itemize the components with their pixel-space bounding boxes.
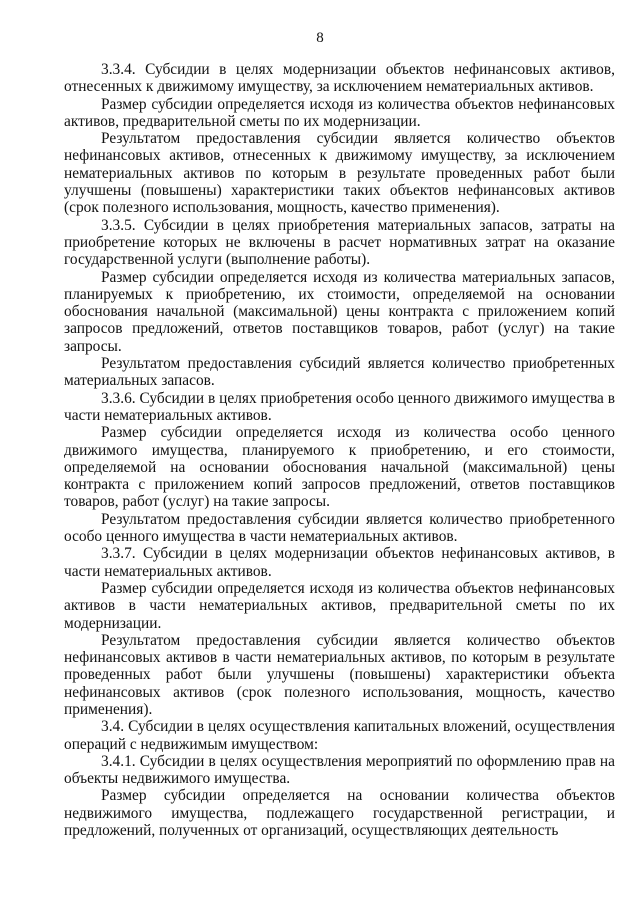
paragraph-3-3-7-heading: 3.3.7. Субсидии в целях модернизации объектов нефинансовых активов, в части нематериальных активов. (64, 545, 615, 580)
paragraph-3-3-6-size: Размер субсидии определяется исходя из количества особо ценного движимого имущества, планируемого к приобретению, и его стоимости, определяемой на основании обоснования начальной (максимальной) цены контракта с приложением копий запросов предложений, ответов поставщиков товаров, работ (услуг) на такие запросы. (64, 424, 615, 511)
paragraph-3-3-4-size: Размер субсидии определяется исходя из количества объектов нефинансовых активов, предварительной сметы по их модернизации. (64, 95, 615, 130)
paragraph-3-3-4-heading: 3.3.4. Субсидии в целях модернизации объектов нефинансовых активов, отнесенных к движимому имуществу, за исключением нематериальных активов. (64, 61, 615, 96)
paragraph-3-3-5-heading: 3.3.5. Субсидии в целях приобретения материальных запасов, затраты на приобретение которых не включены в расчет нормативных затрат на оказание государственной услуги (выполнение работы). (64, 216, 615, 269)
document-body (64, 61, 615, 839)
paragraph-3-3-5-result: Результатом предоставления субсидий является количество приобретенных материальных запасов. (64, 355, 615, 390)
paragraph-3-4-1-size: Размер субсидии определяется на основании количества объектов недвижимого имущества, подлежащего государственной регистрации, и предложений, полученных от организаций, осуществляющих деятельность (64, 787, 615, 840)
paragraph-3-3-6-result: Результатом предоставления субсидии является количество приобретенного особо ценного имущества в части нематериальных активов. (64, 510, 615, 546)
paragraph-3-3-7-result: Результатом предоставления субсидии является количество объектов нефинансовых активов в части нематериальных активов, по которым в результате проведенных работ были улучшены (повышены) характеристики объекта нефинансовых активов (срок полезного использования, мощность, качество применения). (64, 631, 615, 718)
paragraph-3-3-5-size: Размер субсидии определяется исходя из количества материальных запасов, планируемых к приобретению, их стоимости, определяемой на основании обоснования начальной (максимальной) цены контракта с приложением копий запросов предложений, ответов поставщиков товаров, работ (услуг) на такие запросы. (64, 268, 615, 355)
paragraph-3-3-7-size: Размер субсидии определяется исходя из количества объектов нефинансовых активов в части нематериальных активов, предварительной сметы по их модернизации. (64, 579, 615, 632)
paragraph-3-3-6-heading: 3.3.6. Субсидии в целях приобретения особо ценного движимого имущества в части нематериальных активов. (64, 389, 615, 424)
paragraph-3-4-heading: 3.4. Субсидии в целях осуществления капитальных вложений, осуществления операций с недвижимым имуществом: (64, 718, 615, 753)
paragraph-3-4-1-heading: 3.4.1. Субсидии в целях осуществления мероприятий по оформлению прав на объекты недвижимого имущества. (64, 752, 615, 788)
page-number: 8 (316, 30, 324, 46)
paragraph-3-3-4-result: Результатом предоставления субсидии является количество объектов нефинансовых активов, отнесенных к движимому имуществу, за исключением нематериальных активов по которым в результате проведенных работ были улучшены (повышены) характеристики таких объектов нефинансовых активов (срок полезного использования, мощность, качество применения). (64, 130, 615, 217)
